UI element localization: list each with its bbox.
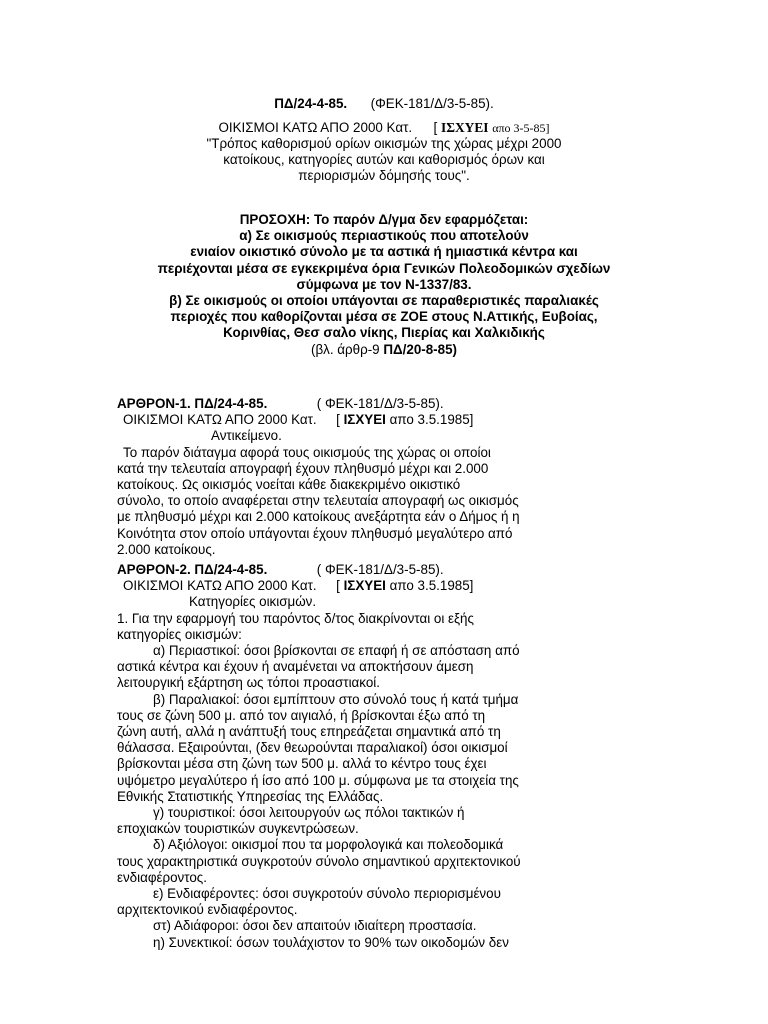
- status-open-bracket: [: [433, 120, 438, 135]
- article-2-body-line: κατηγορίες οικισμών:: [117, 626, 242, 642]
- article-2-body-line: α) Περιαστικοί: όσοι βρίσκονται σε επαφή ή σε απόσταση από: [153, 643, 520, 659]
- article-2-body-line: αρχιτεκτονικού ενδιαφέροντος.: [117, 902, 298, 918]
- article-2-body-line: υψόμετρο μεγαλύτερο ή ίσο από 100 μ. σύμφωνα με τα στοιχεία της: [117, 772, 519, 788]
- status-date: απο 3-5-85]: [492, 121, 550, 135]
- subtitle-line: κατοίκους, κατηγορίες αυτών και καθορισμός όρων και: [223, 152, 545, 168]
- article-2-body-line: 1. Για την εφαρμογή του παρόντος δ/τος διακρίνονται οι εξής: [117, 610, 474, 626]
- article-1-title-line: [117, 412, 677, 428]
- notice-ref-prefix: (βλ. άρθρ-9: [310, 341, 380, 357]
- document-title-line: [0, 120, 768, 136]
- article-1-status-word: ΙΣΧΥΕΙ: [343, 412, 386, 428]
- document-fek: (ΦΕΚ-181/Δ/3-5-85).: [370, 96, 494, 111]
- article-2-body-line: ενδιαφέροντος.: [117, 869, 207, 885]
- document-code: ΠΔ/24-4-85.: [274, 96, 348, 111]
- document-code-line: [0, 96, 768, 112]
- article-2-body-line: θάλασσα. Εξαιρούνται, (δεν θεωρούνται παραλιακοί) όσοι οικισμοί: [117, 740, 508, 756]
- article-2-body-line: ε) Ενδιαφέροντες: όσοι συγκροτούν σύνολο περιορισμένου: [153, 886, 501, 902]
- article-2-body-line: στ) Αδιάφοροι: όσοι δεν απαιτούν ιδιαίτερη προστασία.: [153, 918, 477, 934]
- article-1-status-date: απο 3.5.1985]: [389, 412, 474, 428]
- article-2: [117, 562, 677, 951]
- article-1-code: ΠΔ/24-4-85.: [194, 396, 268, 411]
- document-subtitle: [0, 136, 768, 185]
- article-1-subject: Αντικείμενο.: [211, 428, 282, 444]
- article-2-body-line: η) Συνεκτικοί: όσων τουλάχιστον το 90% των οικοδομών δεν: [153, 934, 509, 950]
- notice-line: Κορινθίας, Θεσ σαλο νίκης, Πιερίας και Χαλκιδικής: [223, 325, 545, 341]
- article-1-fek: ( ΦΕΚ-181/Δ/3-5-85).: [316, 396, 444, 411]
- article-1-heading: ΑΡΘΡΟΝ-1.: [117, 396, 191, 411]
- notice-line: σύμφωνα με τον Ν-1337/83.: [296, 276, 472, 292]
- article-1-body-line: 2.000 κατοίκους.: [117, 541, 216, 557]
- article-1-body-line: με πληθυσμό μέχρι και 2.000 κατοίκους ανεξάρτητα εάν ο Δήμος ή η: [117, 509, 520, 525]
- article-2-body-line: τους σε ζώνη 500 μ. από τον αιγιαλό, ή βρίσκονται έξω από τη: [117, 707, 486, 723]
- article-2-heading: ΑΡΘΡΟΝ-2.: [117, 562, 191, 577]
- subtitle-line: περιορισμών δόμησής τους".: [298, 168, 470, 184]
- notice-reference: [0, 342, 768, 358]
- article-2-body: [117, 611, 677, 951]
- article-1-body-line: κατοίκους. Ως οικισμός νοείται κάθε διακεκριμένο οικιστικό: [117, 477, 461, 493]
- article-2-status-open: [: [336, 578, 340, 594]
- article-1-heading-line: [117, 396, 677, 412]
- article-2-subject: Κατηγορίες οικισμών.: [189, 594, 317, 610]
- article-1-status-open: [: [336, 412, 340, 428]
- status-word: ΙΣΧΥΕΙ: [441, 120, 489, 135]
- article-2-body-line: τους χαρακτηριστικά συγκροτούν σύνολο σημαντικού αρχιτεκτονικού: [117, 853, 521, 869]
- article-2-body-line: γ) τουριστικοί: όσοι λειτουργούν ως πόλοι τακτικών ή: [153, 805, 465, 821]
- notice-line: ΠΡΟΣΟΧΗ: Το παρόν Δ/γμα δεν εφαρμόζεται:: [239, 212, 529, 227]
- article-2-status-word: ΙΣΧΥΕΙ: [343, 578, 386, 594]
- article-2-body-line: δ) Αξιόλογοι: οικισμοί που τα μορφολογικά και πολεοδομικά: [153, 837, 504, 853]
- notice-block: [0, 212, 768, 358]
- article-1-body-line: κατά την τελευταία απογραφή έχουν πληθυσμό μέχρι και 2.000: [117, 460, 489, 476]
- notice-line: ενιαίον οικιστικό σύνολο με τα αστικά ή ημιαστικά κέντρα και: [190, 244, 578, 260]
- article-2-body-line: εποχιακών τουριστικών συγκεντρώσεων.: [117, 821, 359, 837]
- article-2-body-line: ζώνη αυτή, αλλά η ανάπτυξή τους επηρεάζεται σημαντικά από τη: [117, 724, 501, 740]
- article-2-fek: ( ΦΕΚ-181/Δ/3-5-85).: [316, 562, 444, 577]
- article-2-code: ΠΔ/24-4-85.: [194, 562, 268, 577]
- article-1-title: ΟΙΚΙΣΜΟΙ ΚΑΤΩ ΑΠΟ 2000 Κατ.: [123, 412, 317, 428]
- article-1: [117, 396, 677, 558]
- article-2-body-line: β) Παραλιακοί: όσοι εμπίπτουν στο σύνολό τους ή κατά τμήμα: [153, 691, 519, 707]
- article-2-body-line: λειτουργική εξάρτηση ως τόποι προαστιακοί.: [117, 675, 380, 691]
- article-2-body-line: Εθνικής Στατιστικής Υπηρεσίας της Ελλάδας.: [117, 788, 384, 804]
- article-2-body-line: αστικά κέντρα και έχουν ή αναμένεται να αποκτήσουν άμεση: [117, 659, 474, 675]
- article-2-title-line: [117, 578, 677, 594]
- article-1-body-line: Κοινότητα στον οποίο υπάγονται έχουν πληθυσμό μεγαλύτερο από: [117, 525, 513, 541]
- article-1-body-line: σύνολο, το οποίο αναφέρεται στην τελευταία απογραφή ως οικισμός: [117, 493, 519, 509]
- article-1-body-line: Το παρόν διάταγμα αφορά τους οικισμούς της χώρας οι οποίοι: [123, 444, 491, 460]
- notice-line: α) Σε οικισμούς περιαστικούς που αποτελούν: [239, 228, 529, 244]
- notice-line: περιοχές που καθορίζονται μέσα σε ΖΟΕ στους Ν.Αττικής, Ευβοίας,: [170, 309, 598, 325]
- article-2-title: ΟΙΚΙΣΜΟΙ ΚΑΤΩ ΑΠΟ 2000 Κατ.: [123, 578, 317, 594]
- subtitle-line: "Τρόπος καθορισμού ορίων οικισμών της χώρας μέχρι 2000: [206, 136, 562, 151]
- notice-line: περιέχονται μέσα σε εγκεκριμένα όρια Γενικών Πολεοδομικών σχεδίων: [157, 260, 611, 276]
- notice-line: β) Σε οικισμούς οι οποίοι υπάγονται σε παραθεριστικές παραλιακές: [169, 293, 599, 309]
- article-2-body-line: βρίσκονται μέσα στη ζώνη των 500 μ. αλλά το κέντρο τους έχει: [117, 756, 487, 772]
- document-title: ΟΙΚΙΣΜΟΙ ΚΑΤΩ ΑΠΟ 2000 Κατ.: [218, 120, 413, 135]
- notice-ref-link[interactable]: ΠΔ/20-8-85): [383, 341, 457, 357]
- article-2-heading-line: [117, 562, 677, 578]
- article-2-status-date: απο 3.5.1985]: [389, 578, 474, 594]
